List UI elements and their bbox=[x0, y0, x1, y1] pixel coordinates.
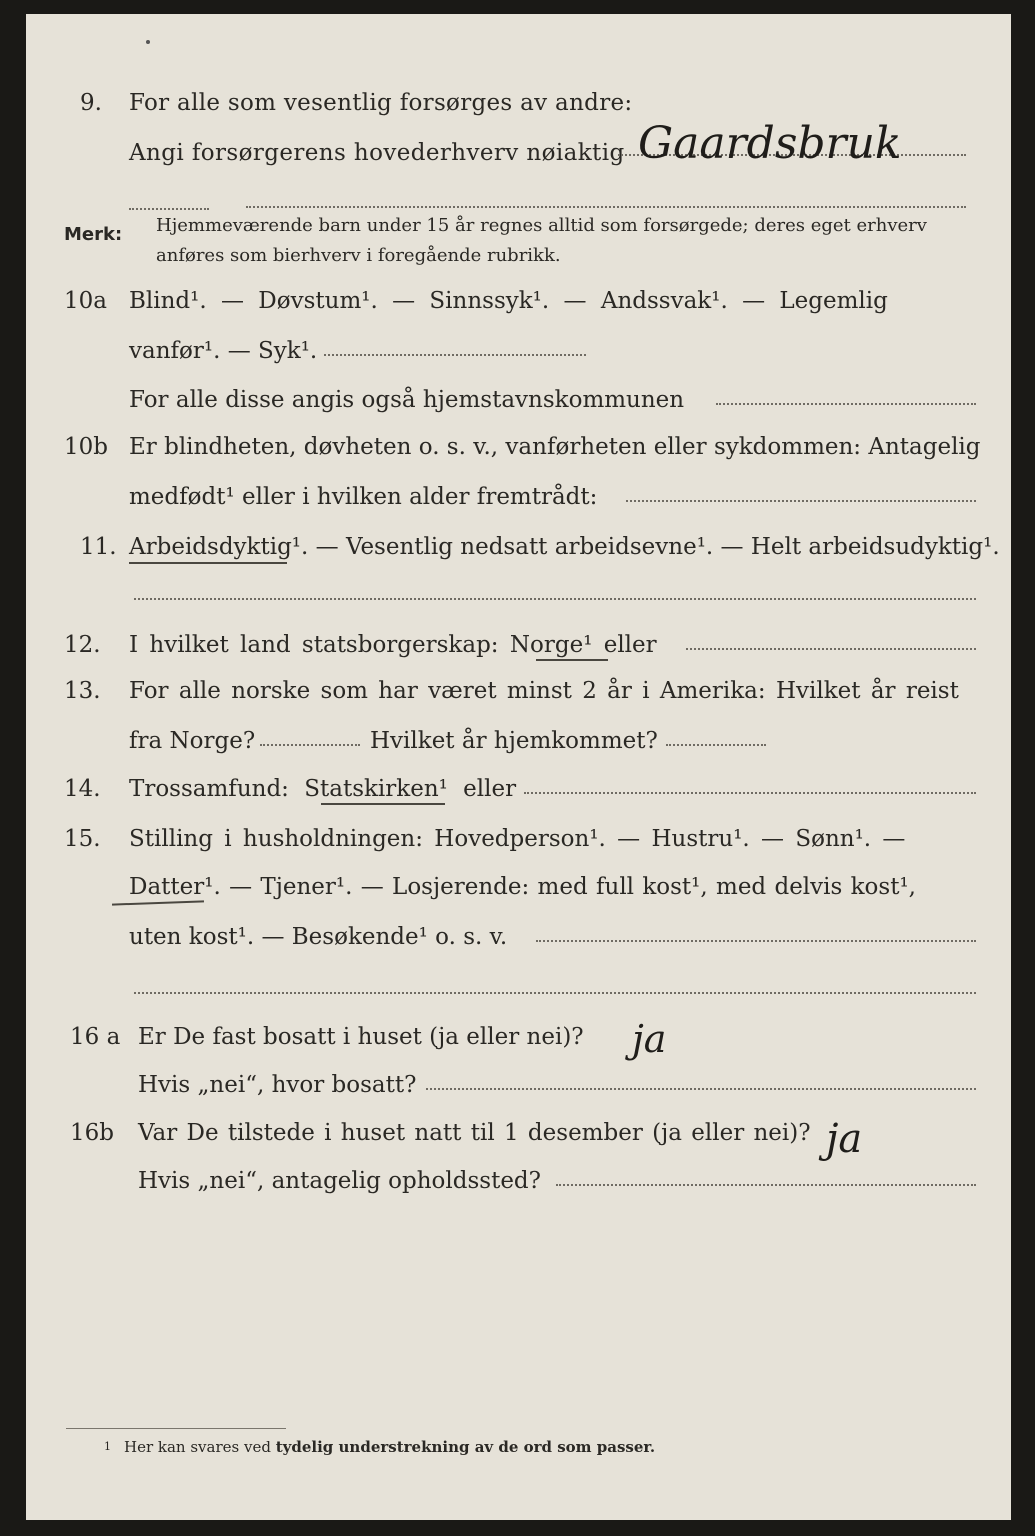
q14-option-statskirken: Statskirken bbox=[304, 776, 439, 802]
q15-answer-line bbox=[536, 940, 976, 942]
merk-line2: anføres som bierhverv i foregående rubrikk. bbox=[156, 245, 561, 266]
q10a-home-municipality-line bbox=[716, 403, 976, 405]
q14-line bbox=[129, 774, 516, 804]
q12-underline-mark bbox=[536, 659, 608, 661]
q11-blank-line bbox=[134, 598, 976, 600]
q12-line bbox=[129, 630, 657, 660]
census-form-page bbox=[26, 14, 1011, 1520]
q13-line2a: fra Norge? bbox=[129, 728, 256, 754]
q13-number: 13. bbox=[64, 678, 101, 704]
q10b-line2: medfødt¹ eller i hvilken alder fremtrådt: bbox=[129, 484, 598, 510]
q16a-handwritten-answer bbox=[622, 1014, 732, 1074]
q9-number: 9. bbox=[80, 90, 102, 116]
q9-line1: For alle som vesentlig forsørges av andre: bbox=[129, 90, 633, 116]
q16a-residence-line bbox=[426, 1088, 976, 1090]
q16b-line2: Hvis „nei“, antagelig opholdssted? bbox=[138, 1168, 541, 1194]
q16b-number: 16b bbox=[70, 1120, 114, 1146]
q15-line3: uten kost¹. — Besøkende¹ o. s. v. bbox=[129, 924, 508, 950]
q10a-line1: Blind¹. — Døvstum¹. — Sinnssyk¹. — Andssvak¹. — Legemlig bbox=[129, 288, 888, 314]
q14-answer-line bbox=[524, 792, 976, 794]
q13-line1: For alle norske som har været minst 2 år i Amerika: Hvilket år reist bbox=[129, 678, 959, 704]
q13-year-returned-line bbox=[666, 744, 766, 746]
q10b-number: 10b bbox=[64, 434, 108, 460]
q16b-handwritten-answer bbox=[818, 1110, 928, 1180]
q12-option-norge: Norge bbox=[509, 632, 584, 658]
q12-pre: I hvilket land statsborgerskap: bbox=[129, 632, 499, 658]
q10b-answer-line bbox=[626, 500, 976, 502]
q16a-number: 16 a bbox=[70, 1024, 121, 1050]
q15-line2-rest: ¹. — Tjener¹. — Losjerende: med full kost¹, med delvis kost¹, bbox=[204, 874, 916, 900]
merk-label: Merk: bbox=[64, 224, 123, 245]
q10a-line2: vanfør¹. — Syk¹. bbox=[129, 338, 318, 364]
footnote-text: Her kan svares ved tydelig understrekning av de ord som passer. bbox=[124, 1438, 656, 1456]
footnote-rule bbox=[66, 1428, 286, 1429]
q10a-line3: For alle disse angis også hjemstavnskommunen bbox=[129, 387, 685, 413]
q10b-line1: Er blindheten, døvheten o. s. v., vanførheten eller sykdommen: Antagelig bbox=[129, 434, 981, 460]
q16b-stay-line bbox=[556, 1184, 976, 1186]
q15-line2 bbox=[129, 872, 916, 902]
q10a-answer-line bbox=[324, 354, 586, 356]
q16b-line1: Var De tilstede i huset natt til 1 desember (ja eller nei)? bbox=[138, 1120, 811, 1146]
q11-underline-mark bbox=[129, 562, 287, 564]
q12-post: ¹ eller bbox=[583, 632, 657, 658]
q15-number: 15. bbox=[64, 826, 101, 852]
svg-text:Gaardsbruk: Gaardsbruk bbox=[638, 118, 902, 169]
q11-number: 11. bbox=[80, 534, 117, 560]
svg-text:ja: ja bbox=[826, 1116, 863, 1162]
q9-handwritten-answer bbox=[630, 114, 950, 174]
q13-year-left-line bbox=[260, 744, 360, 746]
q10a-number: 10a bbox=[64, 288, 107, 314]
q14-pre: Trossamfund: bbox=[129, 776, 289, 802]
q16a-line1: Er De fast bosatt i huset (ja eller nei)? bbox=[138, 1024, 584, 1050]
q15-option-datter: Datter bbox=[129, 874, 205, 900]
footnote-mark: 1 bbox=[104, 1440, 111, 1453]
q12-number: 12. bbox=[64, 632, 101, 658]
q15-blank-line bbox=[134, 992, 976, 994]
q15-underline-mark bbox=[112, 900, 204, 905]
q11-line bbox=[129, 532, 1000, 562]
q9-line2: Angi forsørgerens hovederhverv nøiaktig bbox=[129, 140, 625, 166]
q13-line2b: Hvilket år hjemkommet? bbox=[370, 728, 658, 754]
q16a-line2: Hvis „nei“, hvor bosatt? bbox=[138, 1072, 417, 1098]
merk-line1: Hjemmeværende barn under 15 år regnes alltid som forsørgede; deres eget erhverv bbox=[156, 215, 927, 236]
q14-underline-mark bbox=[321, 803, 445, 805]
q15-line1: Stilling i husholdningen: Hovedperson¹. — Hustru¹. — Sønn¹. — bbox=[129, 826, 906, 852]
q9-blank-line-a bbox=[129, 208, 209, 210]
svg-text:ja: ja bbox=[632, 1017, 667, 1061]
q11-rest: ¹. — Vesentlig nedsatt arbeidsevne¹. — Helt arbeidsudyktig¹. bbox=[291, 534, 1000, 560]
q14-post: ¹ eller bbox=[438, 776, 517, 802]
paper-speck bbox=[146, 40, 150, 44]
q9-blank-line-b bbox=[246, 206, 966, 208]
q12-answer-line bbox=[686, 648, 976, 650]
q14-number: 14. bbox=[64, 776, 101, 802]
q11-option-arbeidsdyktig: Arbeidsdyktig bbox=[129, 534, 292, 560]
